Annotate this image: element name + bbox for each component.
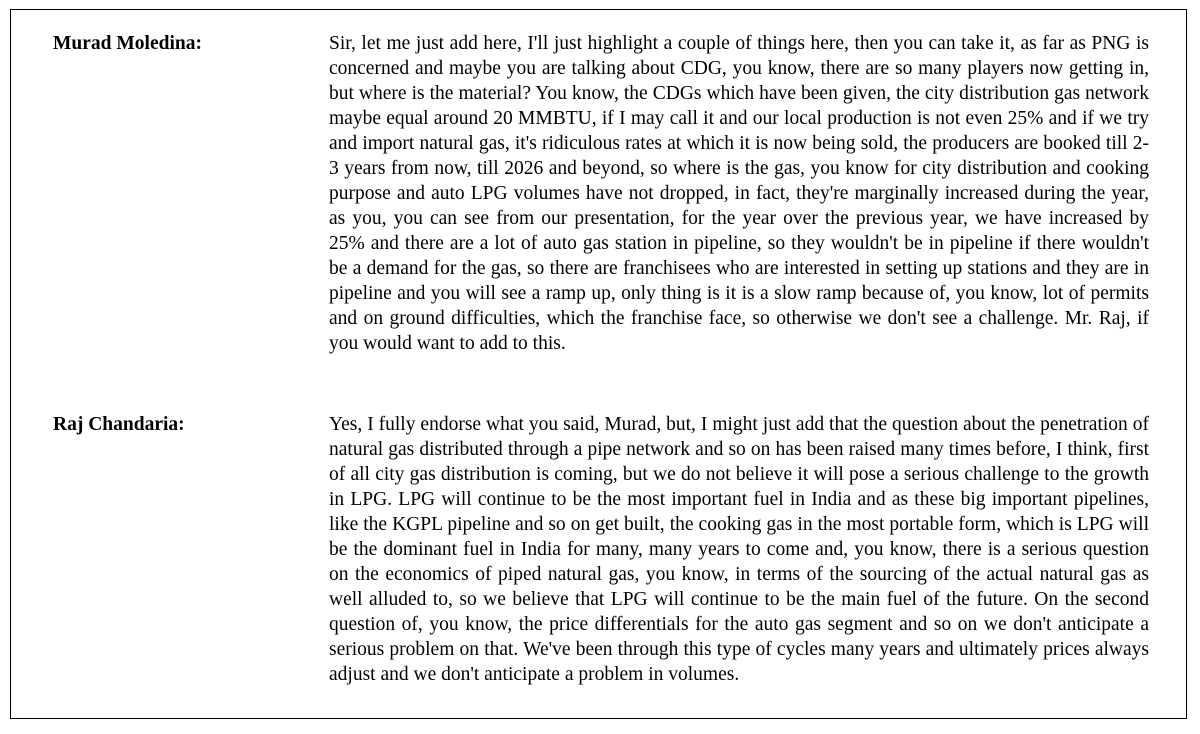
speech-text: Yes, I fully endorse what you said, Murad, but, I might just add that the question about the penetration of natural gas distributed through a pipe network and so on has been raised many times before, I think, first of all city gas distribution is coming, but we do not believe it will pose a serious challenge to the growth in LPG. LPG will continue to be the most important fuel in India and as these big important pipelines, like the KGPL pipeline and so on get built, the cooking gas in the most portable form, which is LPG will be the dominant fuel in India for many, many years to come and, you know, there is a serious question on the economics of piped natural gas, you know, in terms of the sourcing of the actual natural gas as well alluded to, so we believe that LPG will continue to be the main fuel of the future. On the second question of, you know, the price differentials for the auto gas segment and so on we don't anticipate a serious problem on that. We've been through this type of cycles many years and ultimately prices always adjust and we don't anticipate a problem in volumes. (329, 414, 1149, 685)
speech-text: Sir, let me just add here, I'll just highlight a couple of things here, then you can take it, as far as PNG is concerned and maybe you are talking about CDG, you know, there are so many players now getting in, but where is the material? You know, the CDGs which have been given, the city distribution gas network maybe equal around 20 MMBTU, if I may call it and our local production is not even 25% and if we try and import natural gas, it's ridiculous rates at which it is now being sold, the producers are booked till 2-3 years from now, till 2026 and beyond, so where is the gas, you know for city distribution and cooking purpose and auto LPG volumes have not dropped, in fact, they're marginally increased during the year, as you, you can see from our presentation, for the year over the previous year, we have increased by 25% and there are a lot of auto gas station in pipeline, so they wouldn't be in pipeline if there wouldn't be a demand for the gas, so there are franchisees who are interested in setting up stations and they are in pipeline and you will see a ramp up, only thing is it is a slow ramp because of, you know, lot of permits and on ground difficulties, which the franchise face, so otherwise we don't see a challenge. Mr. Raj, if you would want to add to this. (329, 33, 1149, 354)
speaker-name: Murad Moledina: (53, 33, 202, 54)
transcript-table (10, 9, 1187, 719)
speaker-name: Raj Chandaria: (53, 414, 185, 435)
